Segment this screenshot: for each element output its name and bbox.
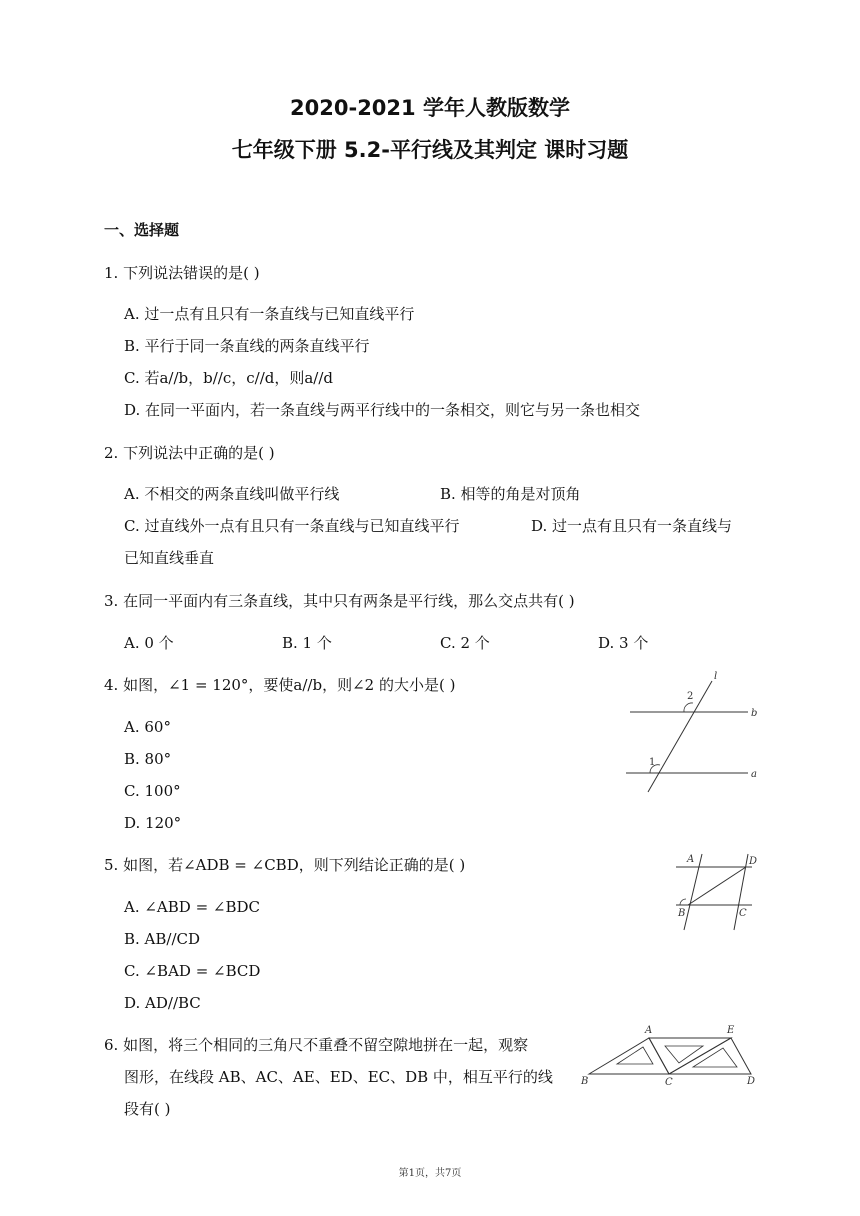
angle-2-arc <box>684 703 693 712</box>
question-2-stem: 2. 下列说法中正确的是( ) <box>104 444 275 462</box>
label-B: B <box>581 1076 589 1087</box>
label-E: E <box>727 1025 735 1036</box>
label-C: C <box>739 908 747 919</box>
question-5-option-c: C. ∠BAD = ∠BCD <box>124 962 261 980</box>
question-2-option-c: C. 过直线外一点有且只有一条直线与已知直线平行 <box>124 517 460 535</box>
question-1-option-c: C. 若a//b，b//c，c//d，则a//d <box>124 369 334 387</box>
inner-triangle-3 <box>693 1048 737 1067</box>
question-6-stem-line-1: 6. 如图，将三个相同的三角尺不重叠不留空隙地拼在一起，观察 <box>104 1036 529 1054</box>
label-D: D <box>747 1076 756 1087</box>
question-4-figure <box>620 665 770 800</box>
question-4-option-c: C. 100° <box>124 782 181 800</box>
label-A: A <box>687 854 695 865</box>
question-3-option-c: C. 2 个 <box>440 634 490 652</box>
label-l: l <box>714 671 718 682</box>
question-4-option-b: B. 80° <box>124 750 172 768</box>
question-3-stem: 3. 在同一平面内有三条直线，其中只有两条是平行线，那么交点共有( ) <box>104 592 575 610</box>
section-heading: 一、选择题 <box>104 221 180 239</box>
question-5-figure <box>672 850 764 935</box>
label-angle-2: 2 <box>687 691 694 702</box>
page-title: 2020-2021 学年人教版数学 <box>290 96 570 120</box>
question-6-stem-line-2: 图形，在线段 AB、AC、AE、ED、EC、DB 中，相互平行的线 <box>124 1068 553 1086</box>
line-l <box>648 681 712 792</box>
question-2-option-d-continued: 已知直线垂直 <box>124 549 215 567</box>
question-1-stem: 1. 下列说法错误的是( ) <box>104 264 260 282</box>
page-footer: 第1页，共7页 <box>398 1168 462 1179</box>
label-D: D <box>749 856 758 867</box>
page-subtitle: 七年级下册 5.2-平行线及其判定 课时习题 <box>231 138 629 162</box>
question-3-option-d: D. 3 个 <box>598 634 649 652</box>
question-2-option-b: B. 相等的角是对顶角 <box>440 485 581 503</box>
question-5-option-d: D. AD//BC <box>124 994 201 1012</box>
question-1-option-d: D. 在同一平面内，若一条直线与两平行线中的一条相交，则它与另一条也相交 <box>124 401 641 419</box>
question-3-option-a: A. 0 个 <box>124 634 174 652</box>
question-4-stem: 4. 如图，∠1 = 120°，要使a//b，则∠2 的大小是( ) <box>104 676 456 694</box>
question-6-figure <box>575 1022 765 1088</box>
question-3-option-b: B. 1 个 <box>282 634 332 652</box>
inner-triangle-2 <box>665 1046 703 1063</box>
question-2-option-a: A. 不相交的两条直线叫做平行线 <box>124 485 340 503</box>
inner-triangle-1 <box>617 1047 653 1064</box>
line-ab <box>684 854 702 930</box>
question-5-stem: 5. 如图，若∠ADB = ∠CBD，则下列结论正确的是( ) <box>104 856 466 874</box>
question-5-option-a: A. ∠ABD = ∠BDC <box>124 898 261 916</box>
label-A: A <box>645 1025 653 1036</box>
question-1-option-b: B. 平行于同一条直线的两条直线平行 <box>124 337 370 355</box>
label-C: C <box>665 1077 673 1088</box>
label-b: b <box>751 708 758 719</box>
question-2-option-d: D. 过一点有且只有一条直线与 <box>531 517 733 535</box>
label-a: a <box>751 769 757 780</box>
question-1-option-a: A. 过一点有且只有一条直线与已知直线平行 <box>124 305 415 323</box>
question-4-option-d: D. 120° <box>124 814 182 832</box>
question-6-stem-line-3: 段有( ) <box>124 1100 171 1118</box>
angle-arc <box>680 899 686 905</box>
label-B: B <box>678 908 686 919</box>
question-5-option-b: B. AB//CD <box>124 930 201 948</box>
question-4-option-a: A. 60° <box>124 718 171 736</box>
triangle-ace <box>649 1038 731 1074</box>
label-angle-1: 1 <box>649 757 656 768</box>
line-bd <box>688 867 746 905</box>
